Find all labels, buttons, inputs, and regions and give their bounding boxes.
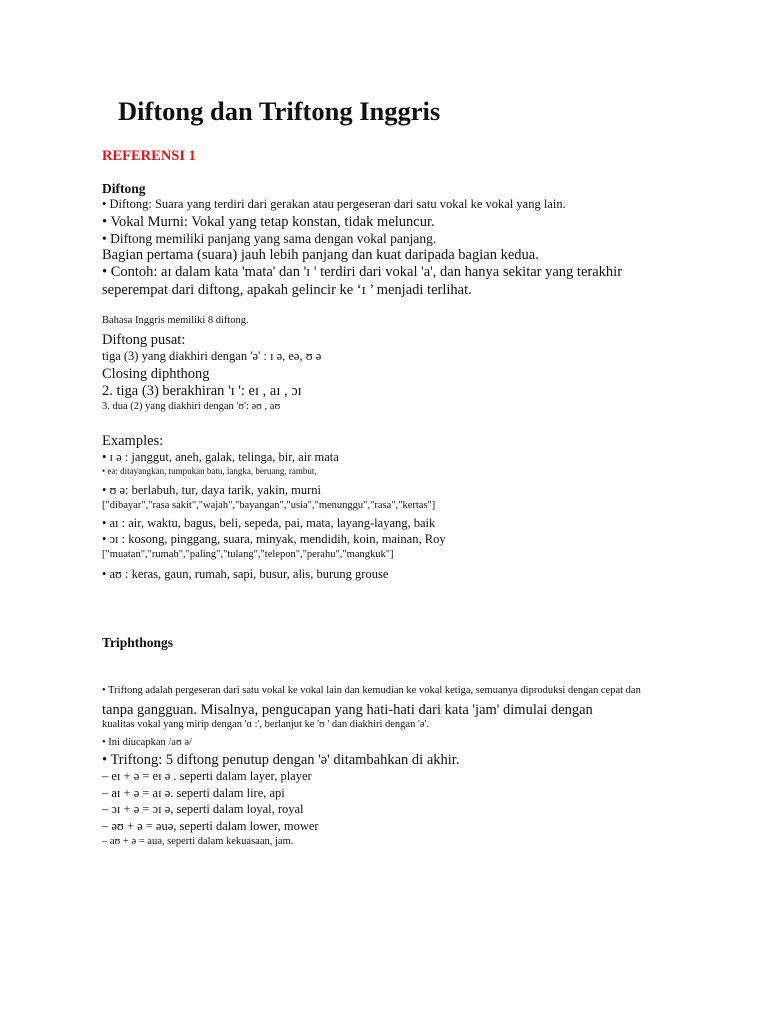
example-line: • ʊ ə: berlabuh, tur, daya tarik, yakin, murni	[102, 483, 322, 497]
definition-line: Bagian pertama (suara) jauh lebih panjang dan kuat daripada bagian kedua.	[102, 247, 539, 263]
subheading: Closing diphthong	[102, 366, 210, 382]
info-line: 2. tiga (3) berakhiran 'ɪ ': eɪ , aɪ , ɔɪ	[102, 383, 302, 399]
triphthong-line: tanpa gangguan. Misalnya, pengucapan yang hati-hati dari kata 'jam' dimulai dengan	[102, 702, 593, 718]
triphthong-line: • Triftong adalah pergeseran dari satu vokal ke vokal lain dan kemudian ke vokal ketiga, semuanya diproduksi dengan cepat dan	[102, 685, 641, 696]
triphthong-line: • Triftong: 5 diftong penutup dengan 'ə' ditambahkan di akhir.	[102, 752, 460, 768]
info-line: Bahasa Inggris memiliki 8 diftong.	[102, 315, 249, 326]
example-line: ["dibayar","rasa sakit","wajah","bayangan","usia","menunggu","rasa","kertas"]	[102, 500, 436, 511]
definition-line: seperempat dari diftong, apakah gelincir ke ‘ɪ ’ menjadi terlihat.	[102, 282, 472, 298]
definition-line: • Vokal Murni: Vokal yang tetap konstan, tidak meluncur.	[102, 214, 435, 230]
example-line: • eə: ditayangkan, tumpukan batu, langka, beruang, rambut,	[102, 466, 317, 476]
example-line: • aʊ : keras, gaun, rumah, sapi, busur, alis, burung grouse	[102, 567, 389, 581]
subheading: Diftong pusat:	[102, 332, 186, 348]
diftong-heading: Diftong	[102, 181, 146, 196]
reference-heading: REFERENSI 1	[102, 148, 196, 164]
definition-line: • Contoh: aɪ dalam kata 'mata' dan 'ɪ ' terdiri dari vokal 'a', dan hanya sekitar yang terakhir	[102, 264, 623, 280]
triphthong-example: – aʊ + ə = auə, seperti dalam kekuasaan, jam.	[102, 836, 294, 847]
definition-line: • Diftong memiliki panjang yang sama dengan vokal panjang.	[102, 231, 437, 246]
triphthongs-heading: Triphthongs	[102, 635, 174, 650]
info-line: 3. dua (2) yang diakhiri dengan 'ʊ': əʊ , aʊ	[102, 401, 281, 412]
triphthong-example: – ɔɪ + ə = ɔɪ ə, seperti dalam loyal, royal	[102, 802, 304, 816]
definition-line: • Diftong: Suara yang terdiri dari gerakan atau pergeseran dari satu vokal ke vokal yang lain.	[102, 197, 566, 211]
info-line: tiga (3) yang diakhiri dengan 'ə' : ɪ ə, eə, ʊ ə	[102, 349, 322, 363]
example-line: • ɔɪ : kosong, pinggang, suara, minyak, mendidih, koin, mainan, Roy	[102, 532, 446, 546]
example-line: • aɪ : air, waktu, bagus, beli, sepeda, pai, mata, layang-layang, baik	[102, 516, 436, 530]
triphthong-line: • Ini diucapkan /aʊ ə/	[102, 737, 192, 748]
example-line: ["muatan","rumah","paling","tulang","telepon","perahu","mangkuk"]	[102, 549, 394, 560]
page-title: Diftong dan Triftong Inggris	[118, 96, 441, 126]
triphthong-example: – əʊ + ə = əuə, seperti dalam lower, mower	[102, 819, 319, 833]
triphthong-example: – eɪ + ə = eɪ ə . seperti dalam layer, player	[102, 769, 312, 783]
examples-heading: Examples:	[102, 433, 164, 449]
triphthong-example: – aɪ + ə = aɪ ə. seperti dalam lire, api	[102, 786, 285, 800]
triphthong-line: kualitas vokal yang mirip dengan 'ɑ :', berlanjut ke 'ʊ ' dan diakhiri dengan 'ə'.	[102, 719, 430, 730]
example-line: • ɪ ə : janggut, aneh, galak, telinga, bir, air mata	[102, 450, 339, 464]
